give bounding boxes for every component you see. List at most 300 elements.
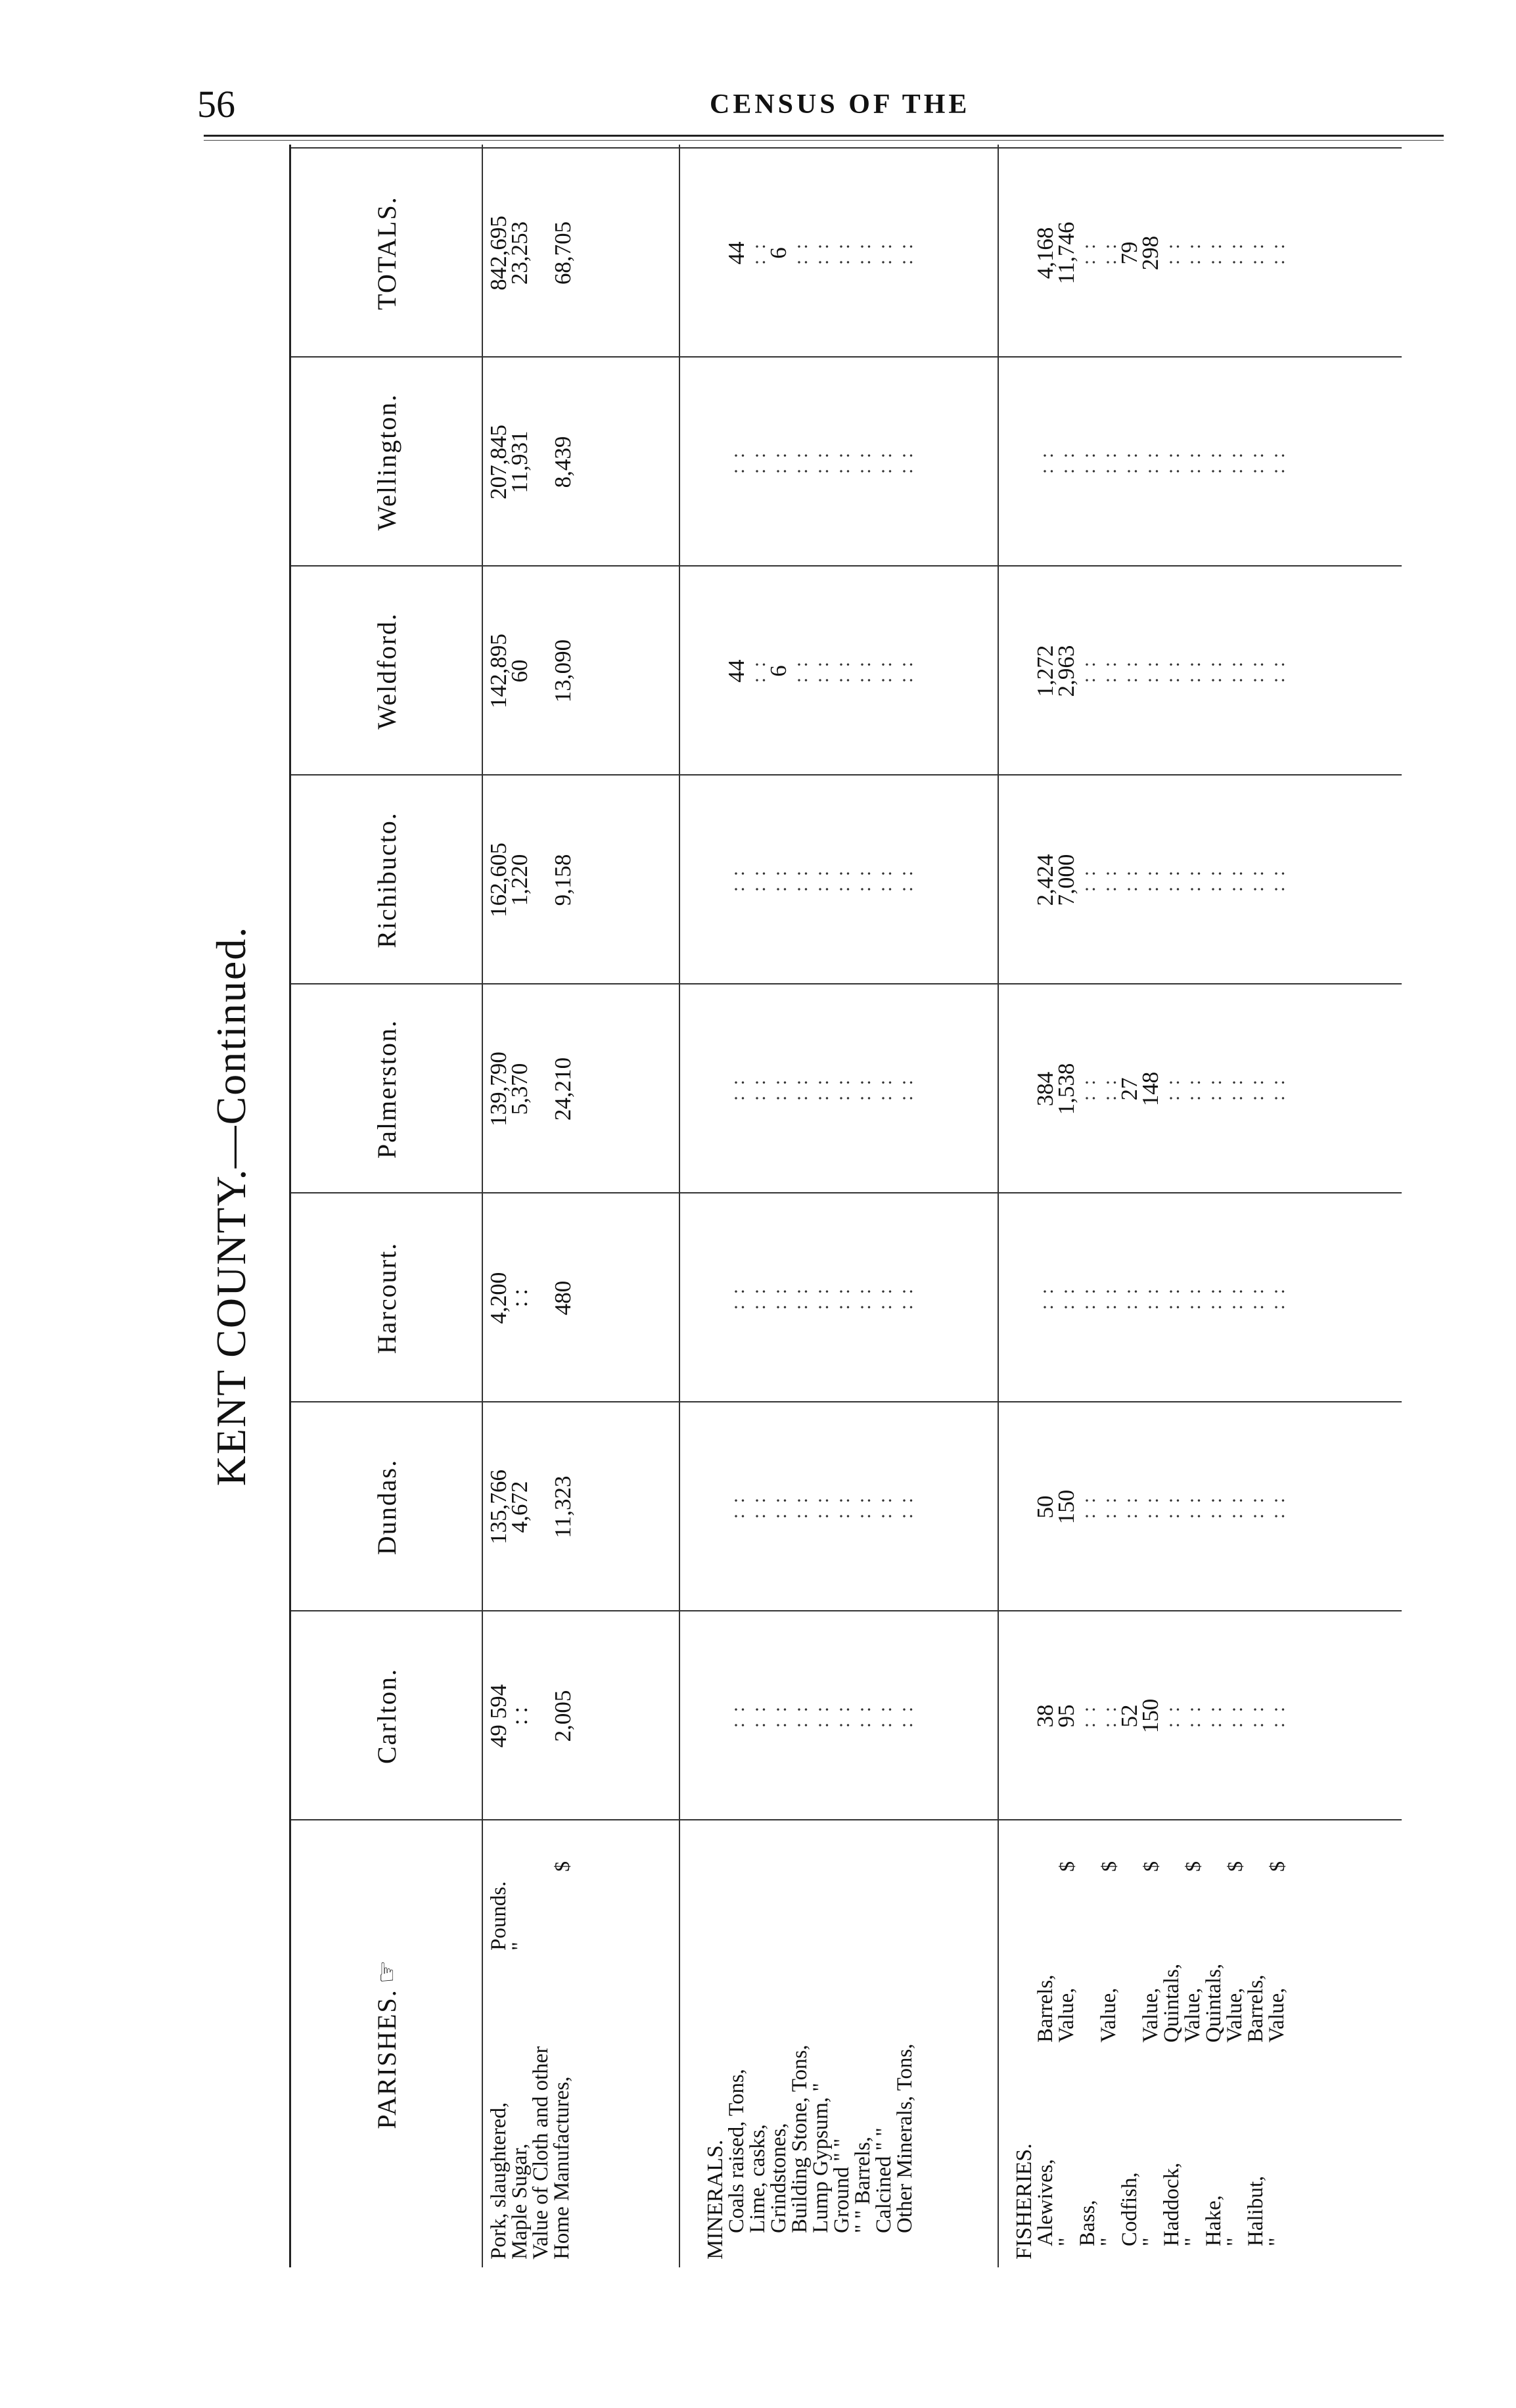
row-label bbox=[1119, 1826, 1140, 2259]
column-header-label: TOTALS. bbox=[371, 196, 402, 310]
stub-header-label: PARISHES. bbox=[371, 1989, 402, 2129]
row-unit: Quintals, bbox=[1160, 1963, 1183, 2043]
data-cell bbox=[1077, 776, 1098, 984]
dot-leader: : : bbox=[748, 659, 769, 683]
data-cell bbox=[831, 567, 852, 776]
data-cell bbox=[810, 984, 831, 1193]
data-cell: 49 594 bbox=[486, 1684, 511, 1748]
dot-leader: : : bbox=[1204, 1285, 1226, 1310]
dot-leader: : : bbox=[1246, 1703, 1268, 1728]
data-cell bbox=[1161, 984, 1182, 1193]
minerals-values bbox=[705, 776, 915, 984]
table-grid bbox=[289, 145, 1402, 2267]
row-unit: Value, bbox=[1097, 1987, 1120, 2043]
dot-leader: : : bbox=[1204, 868, 1226, 892]
data-cell bbox=[810, 1193, 831, 1402]
page-number: 56 bbox=[197, 83, 235, 126]
data-cell bbox=[873, 567, 894, 776]
dot-leader: : : bbox=[1225, 1285, 1247, 1310]
data-cell bbox=[873, 1402, 894, 1611]
dot-leader: : : bbox=[832, 241, 854, 266]
dot-leader: : : bbox=[1225, 659, 1247, 683]
dot-leader: : : bbox=[1099, 241, 1120, 266]
data-cell: 38 bbox=[1032, 1704, 1058, 1728]
dot-leader: : : bbox=[1225, 241, 1247, 266]
data-cell bbox=[852, 984, 873, 1193]
data-cell bbox=[747, 984, 768, 1193]
data-cell: 1,538 bbox=[1053, 1063, 1079, 1115]
dot-leader: : : bbox=[895, 1285, 917, 1310]
data-cell bbox=[1203, 149, 1224, 358]
data-cell bbox=[1245, 1611, 1266, 1820]
dot-leader: : : bbox=[1267, 1077, 1289, 1101]
data-cell bbox=[873, 358, 894, 567]
data-cell bbox=[1140, 1193, 1161, 1402]
row-label-text: " bbox=[1265, 2237, 1289, 2246]
data-cell bbox=[894, 1611, 915, 1820]
data-cell bbox=[1182, 1193, 1203, 1402]
dot-leader: : : bbox=[832, 1285, 854, 1310]
data-cell bbox=[873, 984, 894, 1193]
dot-leader: : : bbox=[811, 1703, 833, 1728]
data-cell: 5,370 bbox=[507, 1063, 532, 1115]
data-cell: 95 bbox=[1053, 1704, 1079, 1728]
data-cell bbox=[1077, 149, 1098, 358]
data-cell bbox=[1182, 776, 1203, 984]
dot-leader: : : bbox=[1183, 1494, 1205, 1519]
dot-leader: : : bbox=[1120, 659, 1141, 683]
dot-leader: : : bbox=[1120, 1285, 1141, 1310]
dot-leader: : : bbox=[1078, 1077, 1099, 1101]
data-cell bbox=[1224, 149, 1245, 358]
fisheries-values bbox=[1014, 1611, 1287, 1820]
top-values bbox=[488, 776, 574, 984]
dot-leader: : : bbox=[1246, 241, 1268, 266]
data-cell bbox=[747, 776, 768, 984]
data-cell: 1,272 bbox=[1032, 645, 1058, 697]
data-cell bbox=[1224, 1193, 1245, 1402]
data-cell bbox=[1224, 1611, 1245, 1820]
data-cell bbox=[1266, 149, 1287, 358]
row-unit: Pounds. bbox=[487, 1881, 511, 1951]
data-cell bbox=[789, 776, 810, 984]
column-header-label: Richibucto. bbox=[371, 812, 402, 948]
column-header bbox=[291, 567, 482, 776]
dot-leader: : : bbox=[1099, 868, 1120, 892]
fisheries-values bbox=[1014, 1193, 1287, 1402]
dot-leader: : : bbox=[1120, 450, 1141, 475]
data-cell bbox=[873, 1193, 894, 1402]
row-rule bbox=[482, 145, 483, 2267]
data-cell bbox=[705, 358, 726, 567]
fisheries-values bbox=[1014, 567, 1287, 776]
data-cell bbox=[1161, 776, 1182, 984]
row-unit: Value, bbox=[1265, 1987, 1289, 2043]
minerals-values bbox=[705, 1611, 915, 1820]
row-label: Lump Gypsum, " bbox=[809, 2083, 833, 2233]
data-cell: 7,000 bbox=[1053, 854, 1079, 906]
row-unit: Barrels, bbox=[1034, 1974, 1057, 2043]
data-cell bbox=[831, 1193, 852, 1402]
dot-leader: : : bbox=[1162, 1703, 1183, 1728]
dot-leader: : : bbox=[811, 1285, 833, 1310]
data-cell bbox=[873, 149, 894, 358]
data-cell bbox=[1077, 1193, 1098, 1402]
data-cell bbox=[894, 149, 915, 358]
dot-leader: : : bbox=[1162, 1077, 1183, 1101]
column-header-label: Dundas. bbox=[371, 1458, 402, 1556]
dot-leader: : : bbox=[1141, 1285, 1162, 1310]
dot-leader: : : bbox=[1099, 450, 1120, 475]
dot-leader: : : bbox=[769, 1077, 791, 1101]
row-label-text: Bass, bbox=[1076, 2200, 1099, 2246]
dot-leader: : : bbox=[1036, 1285, 1057, 1310]
data-cell: 11,931 bbox=[507, 430, 532, 494]
data-cell bbox=[1245, 1193, 1266, 1402]
row-label-text: Maple Sugar, bbox=[508, 2143, 532, 2259]
data-cell: 148 bbox=[1137, 1071, 1163, 1107]
row-label bbox=[1140, 1826, 1161, 2259]
data-cell bbox=[831, 1402, 852, 1611]
data-cell bbox=[1266, 567, 1287, 776]
row-unit: Value, bbox=[1139, 1987, 1162, 2043]
dot-leader: : : bbox=[727, 1285, 748, 1310]
dot-leader: : : bbox=[832, 1494, 854, 1519]
running-head: CENSUS OF THE bbox=[710, 89, 971, 120]
data-cell bbox=[789, 358, 810, 567]
dot-leader: : : bbox=[1099, 1494, 1120, 1519]
data-cell: 52 bbox=[1116, 1704, 1142, 1728]
data-cell bbox=[747, 1402, 768, 1611]
data-cell bbox=[789, 1402, 810, 1611]
row-label-text: " bbox=[1223, 2237, 1247, 2246]
data-cell bbox=[789, 984, 810, 1193]
dot-leader: : : bbox=[1204, 1077, 1226, 1101]
data-cell bbox=[1266, 1402, 1287, 1611]
data-cell: 842,695 bbox=[486, 216, 511, 290]
data-cell bbox=[1119, 776, 1140, 984]
data-cell: 11,746 bbox=[1053, 221, 1079, 285]
data-cell bbox=[1182, 1402, 1203, 1611]
data-cell: 50 bbox=[1032, 1495, 1058, 1519]
dot-leader: : : bbox=[1162, 241, 1183, 266]
data-cell bbox=[1224, 358, 1245, 567]
data-cell bbox=[789, 149, 810, 358]
data-cell bbox=[1224, 1402, 1245, 1611]
data-cell: 13,090 bbox=[550, 639, 576, 703]
data-cell bbox=[768, 1402, 789, 1611]
dot-leader: : : bbox=[748, 1077, 769, 1101]
dot-leader: : : bbox=[1162, 450, 1183, 475]
data-cell: 480 bbox=[550, 1280, 576, 1316]
dot-leader: : : bbox=[790, 868, 812, 892]
dot-leader: : : bbox=[1141, 450, 1162, 475]
data-cell bbox=[726, 1611, 747, 1820]
data-cell bbox=[852, 776, 873, 984]
table-title: KENT COUNTY.—Continued. bbox=[208, 925, 254, 1487]
data-cell bbox=[1182, 149, 1203, 358]
row-label-text: " bbox=[1055, 2237, 1078, 2246]
row-label bbox=[1203, 1826, 1224, 2259]
minerals-values bbox=[705, 358, 915, 567]
dot-leader: : : bbox=[1225, 868, 1247, 892]
dot-leader: : : bbox=[727, 1494, 748, 1519]
data-cell: : : bbox=[507, 1288, 532, 1308]
data-cell bbox=[852, 1193, 873, 1402]
data-cell bbox=[894, 567, 915, 776]
dot-leader: : : bbox=[832, 450, 854, 475]
dot-leader: : : bbox=[1078, 450, 1099, 475]
dot-leader: : : bbox=[1204, 241, 1226, 266]
data-cell bbox=[1203, 984, 1224, 1193]
dollar-sign: $ bbox=[1181, 1861, 1205, 1872]
dot-leader: : : bbox=[832, 1703, 854, 1728]
dot-leader: : : bbox=[1099, 1285, 1120, 1310]
dot-leader: : : bbox=[874, 1077, 896, 1101]
dot-leader: : : bbox=[1120, 868, 1141, 892]
data-cell: : : bbox=[507, 1706, 532, 1726]
data-cell bbox=[705, 776, 726, 984]
dot-leader: : : bbox=[811, 1077, 833, 1101]
column-header bbox=[291, 358, 482, 567]
data-cell bbox=[852, 358, 873, 567]
dot-leader: : : bbox=[895, 241, 917, 266]
row-label-text: Value of Cloth and other bbox=[529, 2046, 553, 2259]
dot-leader: : : bbox=[748, 1285, 769, 1310]
minerals-values bbox=[705, 149, 915, 358]
data-cell bbox=[1203, 1611, 1224, 1820]
dot-leader: : : bbox=[853, 868, 875, 892]
stub-header bbox=[291, 1820, 482, 2267]
dot-leader: : : bbox=[1267, 450, 1289, 475]
dot-leader: : : bbox=[1099, 1703, 1120, 1728]
dot-leader: : : bbox=[1267, 659, 1289, 683]
data-cell bbox=[1035, 1193, 1056, 1402]
dot-leader: : : bbox=[1162, 868, 1183, 892]
header-rule bbox=[204, 135, 1444, 141]
data-cell bbox=[1203, 776, 1224, 984]
row-label bbox=[551, 1826, 572, 2259]
column-header bbox=[291, 1193, 482, 1402]
data-cell: 139,790 bbox=[486, 1052, 511, 1126]
data-cell bbox=[852, 149, 873, 358]
column-header bbox=[291, 984, 482, 1193]
data-cell bbox=[768, 984, 789, 1193]
data-cell bbox=[1203, 358, 1224, 567]
dot-leader: : : bbox=[769, 1285, 791, 1310]
data-cell bbox=[1119, 567, 1140, 776]
dot-leader: : : bbox=[790, 1077, 812, 1101]
dot-leader: : : bbox=[748, 1494, 769, 1519]
row-label: Grindstones, bbox=[767, 2123, 791, 2233]
column-header-label: Carlton. bbox=[371, 1668, 402, 1764]
data-cell bbox=[726, 1402, 747, 1611]
dot-leader: : : bbox=[874, 1494, 896, 1519]
dot-leader: : : bbox=[1225, 1077, 1247, 1101]
dot-leader: : : bbox=[769, 450, 791, 475]
data-cell bbox=[894, 358, 915, 567]
column-header bbox=[291, 1611, 482, 1820]
data-cell bbox=[1014, 1193, 1035, 1402]
dot-leader: : : bbox=[1099, 659, 1120, 683]
top-values bbox=[488, 567, 574, 776]
column-header-label: Wellington. bbox=[371, 393, 402, 531]
data-cell bbox=[1161, 1402, 1182, 1611]
dot-leader: : : bbox=[1078, 1703, 1099, 1728]
data-cell: 23,253 bbox=[507, 221, 532, 285]
row-label: Coals raised, Tons, bbox=[725, 2068, 748, 2233]
data-cell bbox=[1014, 358, 1035, 567]
data-cell bbox=[726, 358, 747, 567]
dot-leader: : : bbox=[853, 1077, 875, 1101]
data-cell: 44 bbox=[724, 659, 749, 683]
dollar-sign: $ bbox=[1055, 1861, 1078, 1872]
data-cell bbox=[1203, 1193, 1224, 1402]
dot-leader: : : bbox=[748, 868, 769, 892]
data-cell bbox=[768, 1611, 789, 1820]
data-cell bbox=[768, 358, 789, 567]
dot-leader: : : bbox=[1078, 659, 1099, 683]
data-cell bbox=[747, 1611, 768, 1820]
dot-leader: : : bbox=[790, 1494, 812, 1519]
dot-leader: : : bbox=[874, 241, 896, 266]
data-cell: 79 bbox=[1116, 241, 1142, 265]
dot-leader: : : bbox=[1162, 659, 1183, 683]
data-cell bbox=[831, 1611, 852, 1820]
data-cell bbox=[1098, 358, 1119, 567]
dot-leader: : : bbox=[727, 1077, 748, 1101]
data-cell: 384 bbox=[1032, 1071, 1058, 1107]
dot-leader: : : bbox=[1078, 1494, 1099, 1519]
top-values bbox=[488, 358, 574, 567]
dot-leader: : : bbox=[1162, 1494, 1183, 1519]
dollar-sign: $ bbox=[1265, 1861, 1289, 1872]
row-label-text: Haddock, bbox=[1160, 2162, 1183, 2246]
data-cell bbox=[1161, 358, 1182, 567]
column-header-label: Harcourt. bbox=[371, 1241, 402, 1354]
dot-leader: : : bbox=[748, 241, 769, 266]
data-cell: 4,200 bbox=[486, 1272, 511, 1324]
row-label: Lime, casks, bbox=[746, 2124, 769, 2233]
dot-leader: : : bbox=[1246, 450, 1268, 475]
row-label bbox=[509, 1826, 530, 2259]
row-label: Calcined " " bbox=[872, 2127, 896, 2233]
dot-leader: : : bbox=[874, 1285, 896, 1310]
data-cell bbox=[1203, 1402, 1224, 1611]
data-cell bbox=[1077, 1402, 1098, 1611]
dot-leader: : : bbox=[811, 659, 833, 683]
data-cell: 4,672 bbox=[507, 1481, 532, 1533]
data-cell bbox=[1161, 1611, 1182, 1820]
dot-leader: : : bbox=[727, 868, 748, 892]
data-cell bbox=[1266, 358, 1287, 567]
data-cell: 8,439 bbox=[550, 436, 576, 488]
data-cell: 27 bbox=[1116, 1077, 1142, 1101]
data-cell bbox=[1119, 358, 1140, 567]
data-cell: 6 bbox=[766, 247, 791, 259]
row-label-text: Pork, slaughtered, bbox=[487, 2102, 511, 2259]
data-cell: 2,963 bbox=[1053, 645, 1079, 697]
dot-leader: : : bbox=[853, 659, 875, 683]
row-label: " " Barrels, bbox=[851, 2137, 875, 2233]
dot-leader: : : bbox=[790, 659, 812, 683]
dot-leader: : : bbox=[1099, 1077, 1120, 1101]
data-cell bbox=[831, 776, 852, 984]
dot-leader: : : bbox=[853, 450, 875, 475]
dollar-sign: $ bbox=[1097, 1861, 1120, 1872]
data-cell bbox=[852, 1611, 873, 1820]
data-cell bbox=[1245, 776, 1266, 984]
dollar-sign: $ bbox=[1223, 1861, 1247, 1872]
dot-leader: : : bbox=[1246, 1285, 1268, 1310]
dot-leader: : : bbox=[1183, 1077, 1205, 1101]
dot-leader: : : bbox=[895, 1077, 917, 1101]
data-cell bbox=[1140, 776, 1161, 984]
data-cell: 135,766 bbox=[486, 1470, 511, 1544]
fisheries-labels bbox=[1014, 1826, 1287, 2259]
data-cell: 150 bbox=[1053, 1489, 1079, 1525]
fisheries-values bbox=[1014, 358, 1287, 567]
data-cell bbox=[1245, 567, 1266, 776]
data-cell bbox=[1224, 776, 1245, 984]
data-cell bbox=[1098, 1402, 1119, 1611]
row-label bbox=[1182, 1826, 1203, 2259]
row-label: Building Stone, Tons, bbox=[788, 2045, 812, 2233]
row-label-text: " bbox=[1139, 2237, 1162, 2246]
dot-leader: : : bbox=[853, 1703, 875, 1728]
dot-leader: : : bbox=[1267, 1285, 1289, 1310]
dot-leader: : : bbox=[1246, 659, 1268, 683]
data-cell bbox=[873, 1611, 894, 1820]
data-cell: 142,895 bbox=[486, 634, 511, 708]
dot-leader: : : bbox=[790, 1285, 812, 1310]
dot-leader: : : bbox=[1267, 868, 1289, 892]
dot-leader: : : bbox=[1141, 659, 1162, 683]
data-cell bbox=[894, 1402, 915, 1611]
dot-leader: : : bbox=[874, 1703, 896, 1728]
dot-leader: : : bbox=[748, 450, 769, 475]
data-cell bbox=[1245, 984, 1266, 1193]
data-cell bbox=[1182, 358, 1203, 567]
dot-leader: : : bbox=[853, 1494, 875, 1519]
data-cell bbox=[1140, 567, 1161, 776]
column-header bbox=[291, 149, 482, 358]
data-cell bbox=[810, 776, 831, 984]
data-cell bbox=[747, 358, 768, 567]
dot-leader: : : bbox=[811, 241, 833, 266]
data-cell bbox=[1182, 984, 1203, 1193]
row-unit: Barrels, bbox=[1244, 1974, 1268, 2043]
data-cell: 1,220 bbox=[507, 854, 532, 906]
dot-leader: : : bbox=[1204, 1494, 1226, 1519]
minerals-values bbox=[705, 1193, 915, 1402]
dot-leader: : : bbox=[1183, 241, 1205, 266]
top-values bbox=[488, 1611, 574, 1820]
data-cell bbox=[1224, 567, 1245, 776]
dot-leader: : : bbox=[1267, 1703, 1289, 1728]
data-cell bbox=[831, 984, 852, 1193]
data-cell bbox=[768, 1193, 789, 1402]
dot-leader: : : bbox=[1204, 659, 1226, 683]
data-cell bbox=[1224, 984, 1245, 1193]
top-labels bbox=[488, 1826, 572, 2259]
data-cell: 68,705 bbox=[550, 221, 576, 285]
dollar-sign: $ bbox=[550, 1861, 574, 1872]
data-cell bbox=[852, 567, 873, 776]
dot-leader: : : bbox=[1183, 1703, 1205, 1728]
dot-leader: : : bbox=[1225, 1494, 1247, 1519]
dot-leader: : : bbox=[1225, 1703, 1247, 1728]
